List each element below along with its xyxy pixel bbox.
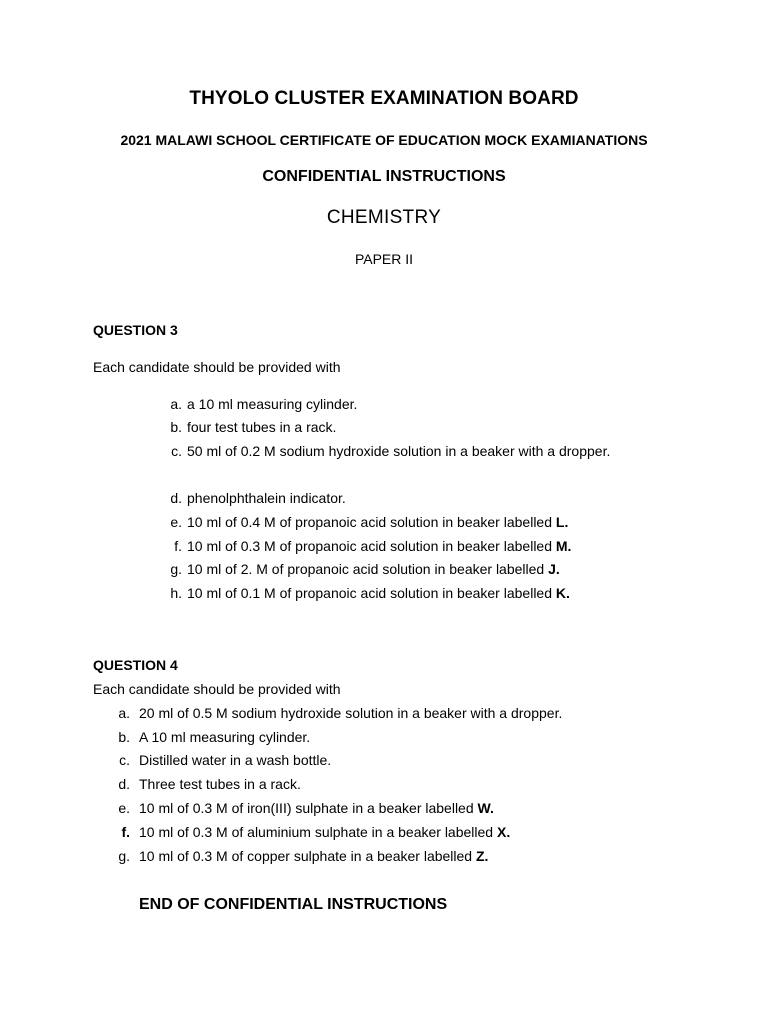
- subject-title: CHEMISTRY: [326, 207, 442, 228]
- list-marker: h.: [170, 585, 182, 601]
- board-title: THYOLO CLUSTER EXAMINATION BOARD: [189, 88, 579, 109]
- list-marker: e.: [170, 514, 182, 530]
- list-item-text: 10 ml of 0.3 M of iron(III) sulphate in a beaker labelled W.: [139, 800, 494, 816]
- list-item-text: 20 ml of 0.5 M sodium hydroxide solution in a beaker with a dropper.: [139, 705, 563, 721]
- list-marker: d.: [118, 776, 130, 792]
- list-item-text: 50 ml of 0.2 M sodium hydroxide solution in a beaker with a dropper.: [187, 443, 611, 459]
- list-item-text: Three test tubes in a rack.: [139, 776, 301, 792]
- list-marker: g.: [118, 848, 130, 864]
- list-marker: b.: [118, 729, 130, 745]
- question-4-intro: Each candidate should be provided with: [93, 681, 341, 697]
- paper-title: PAPER II: [354, 251, 414, 267]
- list-item-text: 10 ml of 0.4 M of propanoic acid solution in beaker labelled L.: [187, 514, 569, 530]
- confidential-title: CONFIDENTIAL INSTRUCTIONS: [262, 168, 506, 185]
- list-item-text: a 10 ml measuring cylinder.: [187, 396, 358, 412]
- exam-title: 2021 MALAWI SCHOOL CERTIFICATE OF EDUCATION MOCK EXAMIANATIONS: [120, 132, 648, 148]
- list-marker: g.: [170, 561, 182, 577]
- list-item-text: 10 ml of 2. M of propanoic acid solution in beaker labelled J.: [187, 561, 560, 577]
- end-of-instructions: END OF CONFIDENTIAL INSTRUCTIONS: [139, 896, 448, 913]
- list-marker: a.: [118, 705, 130, 721]
- list-marker: f.: [121, 824, 130, 840]
- list-marker: c.: [171, 443, 182, 459]
- list-item-text: 10 ml of 0.3 M of aluminium sulphate in a beaker labelled X.: [139, 824, 511, 840]
- list-marker: b.: [170, 419, 182, 435]
- list-item-text: 10 ml of 0.3 M of propanoic acid solution in beaker labelled M.: [187, 538, 572, 554]
- list-marker: c.: [119, 752, 130, 768]
- list-item-text: 10 ml of 0.1 M of propanoic acid solution in beaker labelled K.: [187, 585, 570, 601]
- question-3-heading: QUESTION 3: [93, 322, 178, 338]
- question-3-intro: Each candidate should be provided with: [93, 359, 341, 375]
- question-4-heading: QUESTION 4: [93, 657, 178, 673]
- list-item-text: 10 ml of 0.3 M of copper sulphate in a beaker labelled Z.: [139, 848, 489, 864]
- list-item-text: phenolphthalein indicator.: [187, 490, 346, 506]
- list-marker: f.: [174, 538, 182, 554]
- list-item-text: four test tubes in a rack.: [187, 419, 337, 435]
- list-marker: e.: [118, 800, 130, 816]
- list-item-text: Distilled water in a wash bottle.: [139, 752, 332, 768]
- list-marker: a.: [170, 396, 182, 412]
- list-item-text: A 10 ml measuring cylinder.: [139, 729, 311, 745]
- list-marker: d.: [170, 490, 182, 506]
